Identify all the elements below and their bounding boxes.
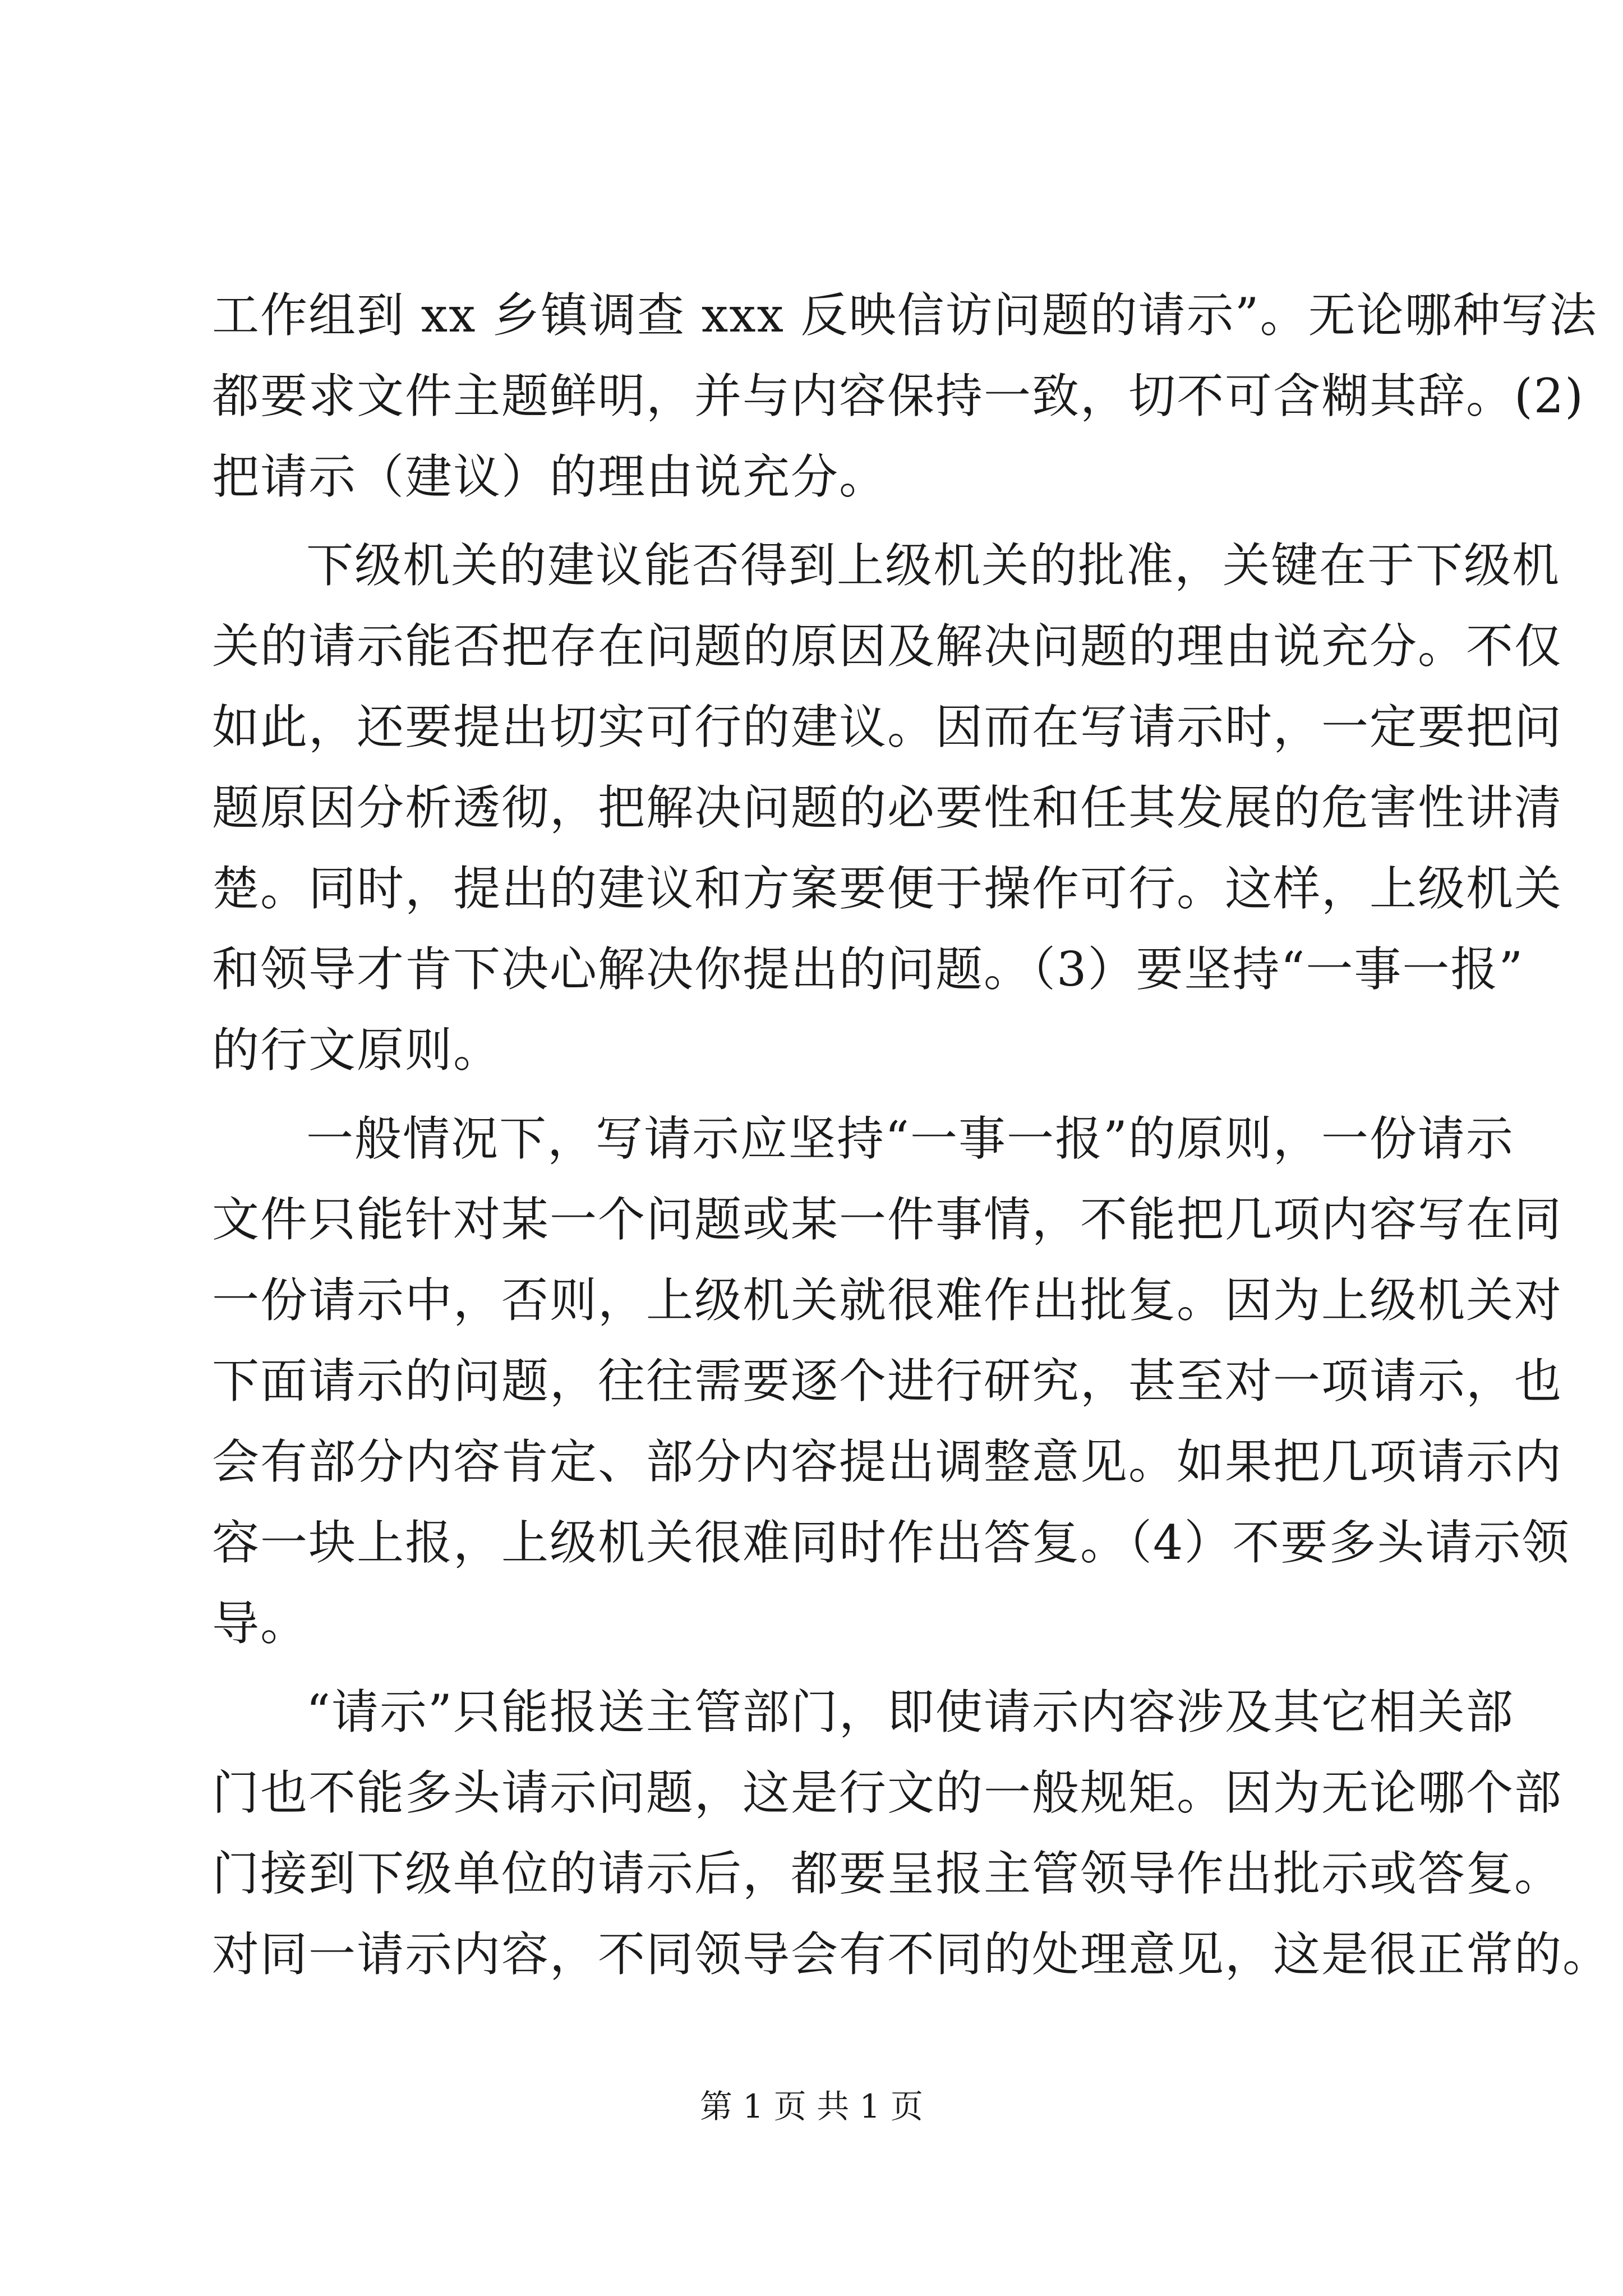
paragraph-spacer	[212, 1091, 1418, 1098]
text-line: 题原因分析透彻，把解决问题的必要性和任其发展的危害性讲清	[212, 780, 1563, 835]
text-line: “请示”只能报送主管部门，即使请示内容涉及其它相关部	[306, 1685, 1514, 1740]
text-line: 和领导才肯下决心解决你提出的问题。（3）要坚持“一事一报”	[212, 942, 1524, 997]
text-line: 都要求文件主题鲜明，并与内容保持一致，切不可含糊其辞。(2)	[212, 369, 1584, 424]
text-line: 下面请示的问题，往往需要逐个进行研究，甚至对一项请示，也	[212, 1354, 1563, 1409]
text-line: 一般情况下，写请示应坚持“一事一报”的原则，一份请示	[306, 1111, 1514, 1166]
paragraph	[212, 1098, 1570, 1664]
text-line: 把请示（建议）的理由说充分。	[212, 449, 888, 504]
text-line: 关的请示能否把存在问题的原因及解决问题的理由说充分。不仅	[212, 619, 1563, 674]
paragraph	[212, 1672, 1611, 1995]
document-body	[212, 275, 1611, 1995]
paragraph	[212, 525, 1563, 1091]
page-footer	[0, 2087, 1623, 2126]
text-line: 工作组到 xx 乡镇调查 xxx 反映信访问题的请示”。无论哪种写法	[212, 288, 1598, 343]
text-line: 文件只能针对某一个问题或某一件事情，不能把几项内容写在同	[212, 1192, 1563, 1247]
text-line: 会有部分内容肯定、部分内容提出调整意见。如果把几项请示内	[212, 1434, 1563, 1489]
text-line: 如此，还要提出切实可行的建议。因而在写请示时，一定要把问	[212, 700, 1563, 754]
text-line: 对同一请示内容，不同领导会有不同的处理意见，这是很正常的。	[212, 1927, 1611, 1982]
paragraph-spacer	[212, 1664, 1418, 1672]
text-line: 楚。同时，提出的建议和方案要便于操作可行。这样，上级机关	[212, 861, 1563, 916]
page-number-label: 第 1 页 共 1 页	[700, 2087, 923, 2125]
paragraph	[212, 275, 1598, 517]
text-line: 容一块上报，上级机关很难同时作出答复。（4）不要多头请示领	[212, 1515, 1570, 1570]
text-line: 门接到下级单位的请示后，都要呈报主管领导作出批示或答复。	[212, 1846, 1563, 1901]
text-line: 一份请示中，否则，上级机关就很难作出批复。因为上级机关对	[212, 1273, 1563, 1328]
text-line: 的行文原则。	[212, 1023, 502, 1078]
text-line: 导。	[212, 1596, 309, 1651]
text-line: 门也不能多头请示问题，这是行文的一般规矩。因为无论哪个部	[212, 1765, 1563, 1820]
paragraph-spacer	[212, 517, 1418, 525]
text-line: 下级机关的建议能否得到上级机关的批准，关键在于下级机	[306, 538, 1561, 593]
